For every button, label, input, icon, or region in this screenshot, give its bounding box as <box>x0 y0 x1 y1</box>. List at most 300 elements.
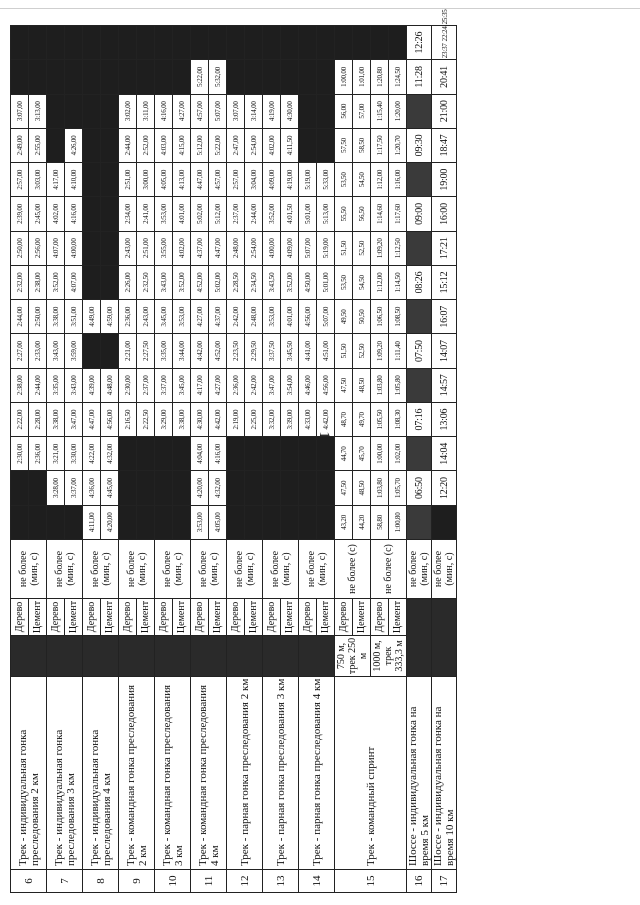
criterion-cell: не более (мин, с) <box>119 540 155 599</box>
value-cell: 1:00,00 <box>371 437 389 471</box>
value-cell: 2:45,00 <box>29 197 47 231</box>
value-cell: 3:47,00 <box>65 402 83 436</box>
value-cell: 3:59,00 <box>65 334 83 368</box>
value-cell: 5:32,00 <box>209 60 227 94</box>
value-cell: 4:46,00 <box>299 368 317 402</box>
value-cell: 14:04 <box>432 437 457 471</box>
value-cell: 4:01,00 <box>281 300 299 334</box>
value-cell <box>281 60 299 94</box>
value-cell <box>11 60 29 94</box>
value-cell <box>432 505 457 539</box>
value-cell: 3:53,00 <box>155 197 173 231</box>
value-cell <box>101 334 119 368</box>
value-cell: 44,20 <box>353 505 371 539</box>
event-name: Трек - индивидуальная гонка преследования 4 км <box>83 677 119 870</box>
value-cell: 4:32,00 <box>209 471 227 505</box>
event-name: Трек - парная гонка преследования 3 км <box>263 677 299 870</box>
value-cell: 2:21,00 <box>119 334 137 368</box>
value-cell: 3:30,00 <box>65 437 83 471</box>
value-cell: 5:07,00 <box>317 300 335 334</box>
value-cell: 4:47,00 <box>83 402 101 436</box>
value-cell: 3:04,00 <box>245 163 263 197</box>
value-cell: 16:00 <box>432 197 457 231</box>
row-number: 17 <box>432 870 457 893</box>
value-cell <box>299 437 317 471</box>
value-cell: 17:21 <box>432 231 457 265</box>
surface-cell: Цемент <box>101 599 119 636</box>
value-cell: 3:43,00 <box>65 368 83 402</box>
value-cell: 4:27,00 <box>209 368 227 402</box>
value-cell: 2:22,00 <box>11 402 29 436</box>
event-name: Шоссе - индивидуальная гонка на время 10 км <box>432 677 457 870</box>
value-cell: 55,50 <box>335 197 353 231</box>
value-cell: 4:19,00 <box>263 94 281 128</box>
value-cell <box>407 505 432 539</box>
value-cell: 4:42,00 <box>191 334 209 368</box>
value-cell: 4:47,00 <box>209 231 227 265</box>
value-cell: 3:53,00 <box>263 300 281 334</box>
value-cell: 5:07,00 <box>299 231 317 265</box>
distance-cell <box>47 636 83 677</box>
value-cell <box>137 437 155 471</box>
value-cell: 3:43,50 <box>263 265 281 299</box>
surface-cell: Цемент <box>29 599 47 636</box>
criterion-cell: не более (мин, с) <box>191 540 227 599</box>
value-cell <box>371 26 389 60</box>
surface-cell: Дерево <box>83 599 101 636</box>
surface-cell: Цемент <box>245 599 263 636</box>
value-cell <box>29 505 47 539</box>
value-cell <box>155 471 173 505</box>
value-cell: 4:37,00 <box>191 231 209 265</box>
event-name: Трек - командная гонка преследования 2 км <box>119 677 155 870</box>
value-cell <box>299 128 317 162</box>
criterion-cell: не более (мин, с) <box>11 540 47 599</box>
value-cell: 4:52,00 <box>191 265 209 299</box>
value-cell: 09:30 <box>407 128 432 162</box>
criterion-cell: не более (мин, с) <box>432 540 457 599</box>
value-cell: 1:12,00 <box>371 163 389 197</box>
value-cell <box>245 60 263 94</box>
standards-table-body <box>11 9 457 893</box>
value-cell: 52,50 <box>353 231 371 265</box>
distance-cell <box>119 636 155 677</box>
value-cell: 4:19,00 <box>281 163 299 197</box>
value-cell: 3:02,00 <box>119 94 137 128</box>
value-cell <box>353 26 371 60</box>
value-cell <box>432 9 457 60</box>
value-cell: 3:45,00 <box>173 368 191 402</box>
value-cell: 4:36,00 <box>83 471 101 505</box>
value-cell <box>83 334 101 368</box>
value-cell: 1:20,00 <box>389 94 407 128</box>
value-cell: 4:17,00 <box>191 368 209 402</box>
value-cell <box>245 26 263 60</box>
value-cell <box>227 471 245 505</box>
criterion-cell: не более (мин, с) <box>155 540 191 599</box>
value-cell: 50,50 <box>353 300 371 334</box>
value-cell: 3:28,00 <box>47 471 65 505</box>
value-cell: 14:07 <box>432 334 457 368</box>
value-cell: 45,70 <box>353 437 371 471</box>
event-name: Трек - командный спринт <box>335 677 407 870</box>
distance-cell: 1000 м, трек 333,3 м <box>371 636 407 677</box>
value-cell: 54,50 <box>353 265 371 299</box>
table-row <box>155 26 173 893</box>
value-cell: 08:26 <box>407 265 432 299</box>
value-cell: 4:09,00 <box>263 163 281 197</box>
value-cell: 3:43,00 <box>155 265 173 299</box>
value-cell <box>83 60 101 94</box>
value-cell: 1:12,50 <box>389 231 407 265</box>
value-cell <box>83 128 101 162</box>
value-cell: 2:55,00 <box>29 128 47 162</box>
value-cell <box>47 505 65 539</box>
value-cell <box>101 60 119 94</box>
value-cell <box>155 437 173 471</box>
value-cell: 2:38,00 <box>11 368 29 402</box>
value-cell: 2:52,00 <box>137 128 155 162</box>
value-cell: 3:00,00 <box>137 163 155 197</box>
value-cell <box>29 60 47 94</box>
value-cell: 3:39,00 <box>281 402 299 436</box>
value-cell: 4:16,00 <box>209 437 227 471</box>
value-cell <box>407 437 432 471</box>
value-cell: 49,70 <box>353 402 371 436</box>
value-cell <box>245 505 263 539</box>
value-cell <box>83 94 101 128</box>
value-cell: 2:36,00 <box>29 437 47 471</box>
value-cell: 4:22,00 <box>83 437 101 471</box>
event-name: Трек - парная гонка преследования 2 км <box>227 677 263 870</box>
value-cell: 4:13,00 <box>173 163 191 197</box>
value-cell: 2:41,00 <box>137 197 155 231</box>
distance-cell <box>11 636 47 677</box>
value-cell: 2:48,00 <box>245 300 263 334</box>
value-cell <box>317 471 335 505</box>
value-cell: 4:17,00 <box>47 163 65 197</box>
value-cell: 2:38,00 <box>29 265 47 299</box>
value-cell <box>29 471 47 505</box>
value-cell <box>173 437 191 471</box>
value-cell: 1:16,00 <box>389 163 407 197</box>
value-cell: 3:52,00 <box>263 197 281 231</box>
value-cell: 48,50 <box>353 368 371 402</box>
table-row <box>11 26 29 893</box>
value-cell: 4:20,00 <box>101 505 119 539</box>
value-cell: 4:26,00 <box>65 128 83 162</box>
value-cell: 2:56,00 <box>29 231 47 265</box>
value-cell <box>317 60 335 94</box>
value-cell: 5:22,00 <box>209 128 227 162</box>
row-number: 10 <box>155 870 191 893</box>
value-cell: 4:07,00 <box>47 231 65 265</box>
value-cell <box>11 505 29 539</box>
value-cell: 2:54,00 <box>245 231 263 265</box>
value-cell <box>263 471 281 505</box>
value-cell: 4:56,00 <box>299 300 317 334</box>
criterion-cell: не более (мин, с) <box>83 540 119 599</box>
value-cell: 4:01,00 <box>173 197 191 231</box>
surface-cell: Цемент <box>209 599 227 636</box>
value-cell: 5:19,00 <box>317 231 335 265</box>
value-cell <box>83 265 101 299</box>
surface-cell: Дерево <box>335 599 353 636</box>
value-cell: 07:16 <box>407 402 432 436</box>
value-cell: 3:07,00 <box>227 94 245 128</box>
value-cell: 49,50 <box>335 300 353 334</box>
value-cell: 1:14,50 <box>389 265 407 299</box>
value-cell: 1:20,80 <box>371 60 389 94</box>
value-cell <box>155 505 173 539</box>
value-cell: 5:22,00 <box>191 60 209 94</box>
table-row <box>119 26 137 893</box>
value-cell: 1:00,80 <box>389 505 407 539</box>
value-cell: 2:32,00 <box>11 265 29 299</box>
value-cell: 2:47,00 <box>227 128 245 162</box>
value-cell: 3:53,00 <box>191 505 209 539</box>
surface-cell: Цемент <box>353 599 371 636</box>
value-cell: 2:32,50 <box>137 265 155 299</box>
surface-cell: Цемент <box>317 599 335 636</box>
value-cell <box>101 265 119 299</box>
value-cell: 2:57,00 <box>227 163 245 197</box>
table-row <box>407 26 432 893</box>
value-cell <box>101 94 119 128</box>
value-cell: 5:07,00 <box>209 94 227 128</box>
value-cell: 4:09,00 <box>281 231 299 265</box>
value-cell: 2:16,50 <box>119 402 137 436</box>
table-row <box>47 26 65 893</box>
row-number: 13 <box>263 870 299 893</box>
value-cell: 4:41,00 <box>299 334 317 368</box>
value-cell: 4:47,00 <box>191 163 209 197</box>
value-cell <box>317 437 335 471</box>
value-cell: 5:02,00 <box>191 197 209 231</box>
table-row <box>432 26 457 893</box>
distance-cell <box>83 636 119 677</box>
surface-cell: Дерево <box>11 599 29 636</box>
value-cell <box>407 231 432 265</box>
value-cell: 1:11,40 <box>389 334 407 368</box>
surface-cell: Цемент <box>65 599 83 636</box>
value-cell: 2:37,00 <box>227 197 245 231</box>
value-cell: 4:11,50 <box>281 128 299 162</box>
value-cell: 2:44,00 <box>29 368 47 402</box>
event-name: Трек - парная гонка преследования 4 км <box>299 677 335 870</box>
value-cell: 56,50 <box>353 197 371 231</box>
value-cell: 3:03,00 <box>29 163 47 197</box>
distance-cell: 750 м, трек 250 м <box>335 636 371 677</box>
value-cell: 53,50 <box>335 163 353 197</box>
value-cell: 3:13,00 <box>29 94 47 128</box>
distance-cell <box>299 636 335 677</box>
distance-cell <box>263 636 299 677</box>
value-cell <box>227 60 245 94</box>
row-number: 14 <box>299 870 335 893</box>
value-cell: 53,50 <box>335 265 353 299</box>
value-cell: 2:49,00 <box>11 128 29 162</box>
value-cell <box>263 505 281 539</box>
value-cell: 2:43,00 <box>119 231 137 265</box>
value-cell: 1:14,60 <box>371 197 389 231</box>
value-cell: 57,50 <box>335 128 353 162</box>
value-cell: 4:15,00 <box>173 128 191 162</box>
criterion-cell: не более (мин, с) <box>263 540 299 599</box>
value-cell: 2:50,00 <box>29 300 47 334</box>
value-cell: 2:54,00 <box>245 128 263 162</box>
value-cell: 1:20,70 <box>389 128 407 162</box>
value-cell <box>227 437 245 471</box>
value-cell: 5:13,00 <box>317 197 335 231</box>
value-cell: 3:43,00 <box>47 334 65 368</box>
value-cell: 2:37,00 <box>137 368 155 402</box>
value-cell <box>83 26 101 60</box>
value-cell: 2:23,50 <box>227 334 245 368</box>
value-cell <box>281 26 299 60</box>
value-cell: 3:45,00 <box>155 300 173 334</box>
value-cell: 13:06 <box>432 402 457 436</box>
value-cell: 5:33,00 <box>317 163 335 197</box>
value-cell: 1:02,00 <box>389 437 407 471</box>
criterion-cell: не более (мин, с) <box>407 540 432 599</box>
value-cell: 2:36,00 <box>227 368 245 402</box>
value-cell <box>11 26 29 60</box>
table-row <box>299 26 317 893</box>
value-cell: 3:32,00 <box>263 402 281 436</box>
value-cell: 2:39,00 <box>11 197 29 231</box>
value-cell <box>65 26 83 60</box>
distance-cell <box>407 599 432 677</box>
value-cell: 3:52,00 <box>173 265 191 299</box>
value-cell: 3:37,00 <box>65 471 83 505</box>
value-cell: 4:57,00 <box>209 163 227 197</box>
value-cell: 5:01,00 <box>299 197 317 231</box>
value-cell: 43,20 <box>335 505 353 539</box>
value-cell <box>407 163 432 197</box>
value-cell <box>155 60 173 94</box>
value-cell: 1:03,80 <box>371 368 389 402</box>
table-row <box>83 26 101 893</box>
value-cell: 4:16,00 <box>155 94 173 128</box>
value-cell: 2:44,00 <box>119 128 137 162</box>
value-cell: 21:00 <box>432 94 457 128</box>
value-cell <box>389 26 407 60</box>
table-row <box>191 26 209 893</box>
value-cell: 47,50 <box>335 471 353 505</box>
value-cell <box>65 505 83 539</box>
event-name: Трек - индивидуальная гонка преследования 2 км <box>11 677 47 870</box>
value-cell: 2:50,00 <box>11 231 29 265</box>
rotated-table-wrap <box>10 9 570 893</box>
surface-cell: Цемент <box>137 599 155 636</box>
value-cell <box>119 60 137 94</box>
value-cell: 4:02,00 <box>173 231 191 265</box>
value-cell <box>299 26 317 60</box>
value-cell: 12:20 <box>432 471 457 505</box>
value-cell: 07:50 <box>407 334 432 368</box>
value-cell <box>119 505 137 539</box>
value-cell <box>299 94 317 128</box>
surface-cell: Дерево <box>191 599 209 636</box>
value-cell <box>263 26 281 60</box>
surface-cell: Цемент <box>173 599 191 636</box>
value-cell: 2:25,00 <box>245 402 263 436</box>
value-cell: 4:39,00 <box>83 368 101 402</box>
event-name: Трек - командная гонка преследования 4 км <box>191 677 227 870</box>
value-cell: 3:38,00 <box>47 300 65 334</box>
value-cell: 3:29,00 <box>155 402 173 436</box>
value-cell: 4:04,00 <box>191 437 209 471</box>
value-cell: 56,00 <box>335 94 353 128</box>
value-cell: 2:42,00 <box>245 368 263 402</box>
value-cell <box>155 26 173 60</box>
value-cell: 3:47,00 <box>263 368 281 402</box>
surface-cell: Дерево <box>299 599 317 636</box>
value-cell: 4:56,00 <box>317 368 335 402</box>
value-cell: 4:48,00 <box>101 368 119 402</box>
table-row <box>227 26 245 893</box>
value-cell: 4:03,00 <box>155 128 173 162</box>
value-cell <box>299 60 317 94</box>
scan-edge-line <box>0 8 640 9</box>
value-cell: 1:09,20 <box>371 334 389 368</box>
value-part: 22:24 <box>440 26 449 42</box>
value-cell <box>173 26 191 60</box>
value-cell: 2:29,50 <box>245 334 263 368</box>
row-number: 9 <box>119 870 155 893</box>
value-cell: 51,50 <box>335 334 353 368</box>
value-cell <box>29 26 47 60</box>
value-cell <box>299 471 317 505</box>
value-cell <box>227 26 245 60</box>
value-cell: 4:37,00 <box>209 300 227 334</box>
value-cell: 06:50 <box>407 471 432 505</box>
value-cell: 14:57 <box>432 368 457 402</box>
value-cell <box>119 437 137 471</box>
value-cell <box>281 437 299 471</box>
value-cell <box>407 368 432 402</box>
value-cell: 3:07,00 <box>11 94 29 128</box>
value-cell <box>47 128 65 162</box>
value-cell <box>101 163 119 197</box>
value-cell: 4:00,00 <box>263 231 281 265</box>
row-number: 11 <box>191 870 227 893</box>
value-cell: 15:12 <box>432 265 457 299</box>
value-cell: 11:28 <box>407 60 432 94</box>
value-cell: 20:41 <box>432 60 457 94</box>
value-cell <box>119 26 137 60</box>
value-cell <box>191 26 209 60</box>
value-cell: 2:28,00 <box>29 402 47 436</box>
value-cell: 2:30,00 <box>119 368 137 402</box>
value-cell: 4:42,00 <box>317 402 335 436</box>
value-cell <box>245 437 263 471</box>
surface-cell: Дерево <box>119 599 137 636</box>
value-cell: 2:28,50 <box>227 265 245 299</box>
value-cell: 4:33,00 <box>299 402 317 436</box>
value-cell <box>47 94 65 128</box>
value-cell: 4:00,00 <box>65 231 83 265</box>
value-cell <box>317 505 335 539</box>
value-cell: 1:03,80 <box>371 471 389 505</box>
value-cell <box>137 471 155 505</box>
value-cell <box>209 26 227 60</box>
value-cell: 3:21,00 <box>47 437 65 471</box>
surface-cell: Цемент <box>389 599 407 636</box>
value-cell: 1:09,20 <box>371 231 389 265</box>
value-cell: 4:02,00 <box>47 197 65 231</box>
